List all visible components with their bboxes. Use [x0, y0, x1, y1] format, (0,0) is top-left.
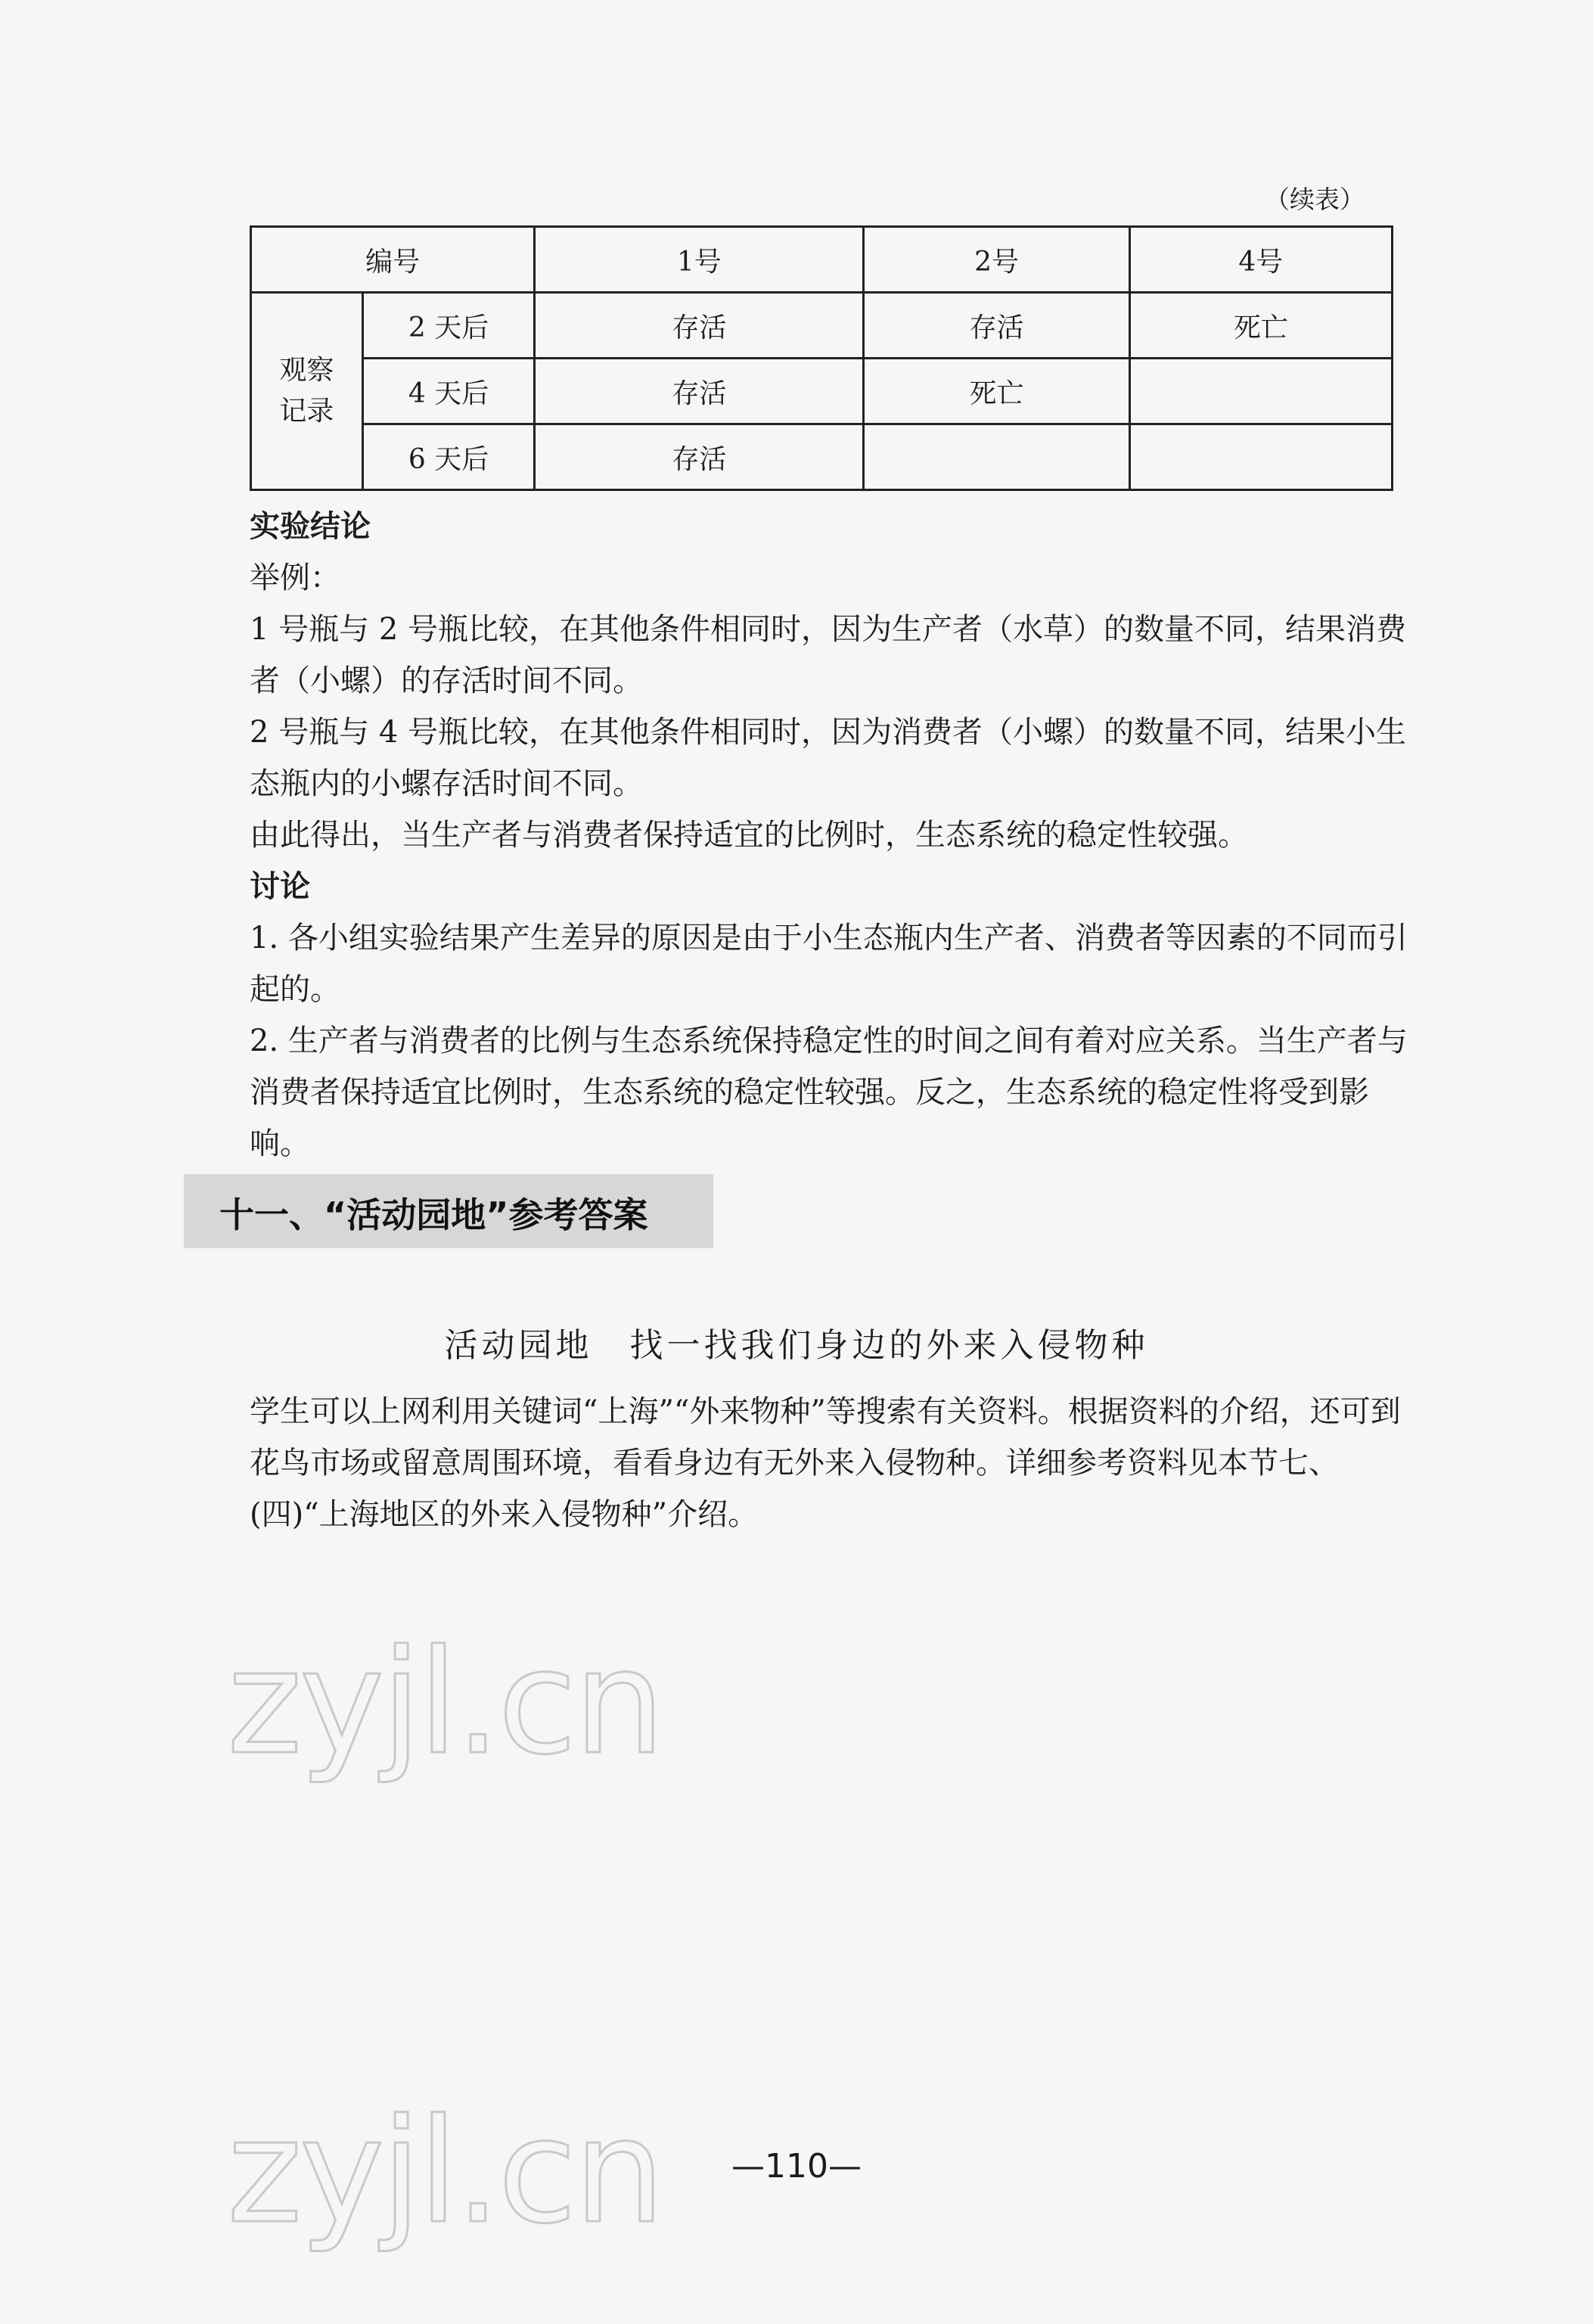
page-number: —110—: [731, 2147, 862, 2186]
table-row: [251, 293, 1393, 359]
table-cell: [1129, 424, 1392, 490]
table-header-row: [251, 227, 1393, 293]
table-cell: 死亡: [1129, 293, 1392, 359]
header-cell-bottle-1: 1号: [535, 227, 864, 293]
discussion-heading: 讨论: [250, 869, 310, 904]
activity-title: 活动园地 找一找我们身边的外来入侵物种: [444, 1326, 1149, 1365]
table-cell: [864, 424, 1129, 490]
time-cell: 4 天后: [362, 359, 535, 424]
conclusion-heading: 实验结论: [250, 509, 371, 544]
section-title: 十一、“活动园地”参考答案: [219, 1195, 648, 1235]
table-cell: 存活: [535, 359, 864, 424]
conclusion-paragraph-2: 2 号瓶与 4 号瓶比较，在其他条件相同时，因为消费者（小螺）的数量不同，结果小生态瓶内的小螺存活时间不同。: [250, 715, 1407, 801]
table-cell: 存活: [535, 293, 864, 359]
header-cell-bottle-2: 2号: [864, 227, 1129, 293]
watermark-logo: zyjl.cn: [227, 1619, 663, 1786]
header-cell-label: 编号: [251, 227, 535, 293]
conclusion-paragraph-3: 由此得出，当生产者与消费者保持适宜的比例时，生态系统的稳定性较强。: [250, 818, 1248, 853]
row-group-label: 观察 记录: [251, 293, 363, 490]
watermark-logo: zyjl.cn: [227, 2088, 663, 2255]
conclusion-section: [250, 501, 1422, 1170]
table-cell: 存活: [864, 293, 1129, 359]
time-cell: 6 天后: [362, 424, 535, 490]
table-cell: 存活: [535, 424, 864, 490]
observation-table: [250, 225, 1393, 491]
table-cell: [1129, 359, 1392, 424]
table-row: [251, 359, 1393, 424]
conclusion-intro: 举例：: [250, 561, 340, 595]
continued-table-note: （续表）: [1265, 185, 1365, 214]
discussion-item-1: 1. 各小组实验结果产生差异的原因是由于小生态瓶内生产者、消费者等因素的不同而引起的。: [250, 921, 1408, 1007]
time-cell: 2 天后: [362, 293, 535, 359]
activity-answer-paragraph: 学生可以上网利用关键词“上海”“外来物种”等搜索有关资料。根据资料的介绍，还可到花鸟市场或留意周围环境，看看身边有无外来入侵物种。详细参考资料见本节七、(四)“上海地区的外来入侵物种”介绍。: [250, 1394, 1401, 1532]
table-cell: 死亡: [864, 359, 1129, 424]
header-cell-bottle-4: 4号: [1129, 227, 1392, 293]
conclusion-paragraph-1: 1 号瓶与 2 号瓶比较，在其他条件相同时，因为生产者（水草）的数量不同，结果消费者（小螺）的存活时间不同。: [250, 612, 1407, 698]
discussion-item-2: 2. 生产者与消费者的比例与生态系统保持稳定性的时间之间有着对应关系。当生产者与消费者保持适宜比例时，生态系统的稳定性较强。反之，生态系统的稳定性将受到影响。: [250, 1024, 1408, 1161]
table-row: [251, 424, 1393, 490]
activity-answer: [250, 1386, 1422, 1540]
